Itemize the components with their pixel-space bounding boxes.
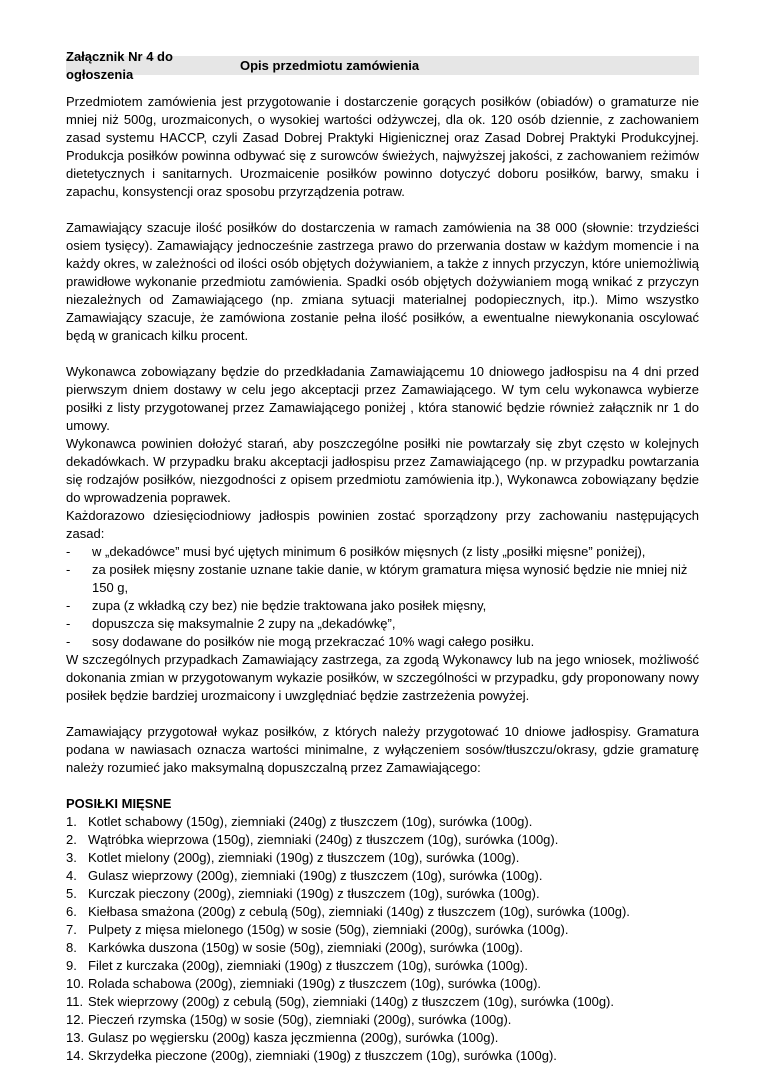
list-number: 6. (66, 904, 77, 919)
paragraph-meal-list-intro: Zamawiający przygotował wykaz posiłków, z których należy przygotować 10 dniowe jadłospisy. Gramatura podana w nawiasach oznacza wartości minimalne, z wyłączeniem sosów/tłuszczu/okrasy, gdzie gramaturę należy rozumieć jako maksymalną dopuszczalną przez Zamawiającego: (66, 724, 699, 775)
meal-text: Skrzydełka pieczone (200g), ziemniaki (190g) z tłuszczem (10g), surówka (100g). (88, 1048, 557, 1063)
list-number: 7. (66, 922, 77, 937)
meal-text: Kiełbasa smażona (200g) z cebulą (50g), ziemniaki (140g) z tłuszczem (10g), surówka (100g). (88, 904, 630, 919)
list-number: 12. (66, 1012, 85, 1027)
spacer (66, 201, 699, 219)
attachment-label: Załącznik Nr 4 do ogłoszenia (66, 48, 173, 82)
paragraph-quantity: Zamawiający szacuje ilość posiłków do dostarczenia w ramach zamówienia na 38 000 (słownie: trzydzieści osiem tysięcy). Zamawiający jednocześnie zastrzega prawo do przerwania dostaw w każdym momencie i na każdy okres, w zależności od ilości osób objętych dożywianiem, a także z innych przyczyn, które uniemożliwią prawidłowe wykonanie przedmiotu zamówienia. Spadki osób objętych dożywianiem mogą wnikać z przyczyn niezależnych od Zamawiającego (np. zmiana sytuacji materialnej podopiecznych, itp.). Mimo wszystko Zamawiający szacuje, że zamówiona zostanie pełna ilość posiłków, a ewentualne niewykonania oscylować będą w granicach kilku procent. (66, 220, 699, 343)
list-number: 10. (66, 976, 85, 991)
meal-text: Pieczeń rzymska (150g) w sosie (50g), ziemniaki (200g), surówka (100g). (88, 1012, 512, 1027)
dash-marker: - (66, 634, 71, 649)
list-item (66, 885, 699, 903)
dash-marker: - (66, 616, 71, 631)
rule-text: sosy dodawane do posiłków nie mogą przekraczać 10% wagi całego posiłku. (92, 634, 535, 649)
meal-text: Kotlet mielony (200g), ziemniaki (190g) z tłuszczem (10g), surówka (100g). (88, 850, 520, 865)
document-page (66, 48, 699, 1065)
meal-text: Gulasz wieprzowy (200g), ziemniaki (190g) z tłuszczem (10g), surówka (100g). (88, 868, 543, 883)
rule-item (66, 633, 699, 651)
dash-marker: - (66, 598, 71, 613)
list-item (66, 1029, 699, 1047)
rule-item (66, 615, 699, 633)
list-number: 11. (66, 994, 84, 1009)
list-item (66, 921, 699, 939)
meal-text: Rolada schabowa (200g), ziemniaki (190g) z tłuszczem (10g), surówka (100g). (88, 976, 542, 991)
rule-item (66, 543, 699, 561)
meal-text: Filet z kurczaka (200g), ziemniaki (190g) z tłuszczem (10g), surówka (100g). (88, 958, 528, 973)
paragraph-changes: W szczególnych przypadkach Zamawiający zastrzega, za zgodą Wykonawcy lub na jego wniosek, możliwość dokonania zmian w przygotowanym wykazie posiłków, w szczególności w przypadku, gdy proponowany nowy posiłek będzie bardziej urozmaicony i uwzględniać będzie zastrzeżenia powyżej. (66, 652, 699, 703)
list-item (66, 831, 699, 849)
rule-item (66, 597, 699, 615)
paragraph-menu-submission: Wykonawca zobowiązany będzie do przedkładania Zamawiającemu 10 dniowego jadłospisu na 4 dni przed pierwszym dniem dostawy w celu jego akceptacji przez Zamawiającego. W tym celu wykonawca wybierze posiłki z listy przygotowanej przez Zamawiającego poniżej , która stanowić będzie również załącznik nr 1 do umowy. (66, 364, 699, 433)
meal-text: Gulasz po węgiersku (200g) kasza jęczmienna (200g), surówka (100g). (88, 1030, 499, 1045)
paragraph-rules-intro: Każdorazowo dziesięciodniowy jadłospis powinien zostać sporządzony przy zachowaniu następujących zasad: (66, 508, 699, 541)
section-title-meat-meals: POSIŁKI MIĘSNE (66, 796, 172, 811)
rule-text: dopuszcza się maksymalnie 2 zupy na „dekadówkę”, (92, 616, 396, 631)
list-item (66, 993, 699, 1011)
list-number: 9. (66, 958, 77, 973)
list-number: 5. (66, 886, 77, 901)
meal-text: Kotlet schabowy (150g), ziemniaki (240g) z tłuszczem (10g), surówka (100g). (88, 814, 533, 829)
rule-item (66, 561, 699, 597)
list-item (66, 939, 699, 957)
list-item (66, 867, 699, 885)
list-number: 4. (66, 868, 77, 883)
dash-marker: - (66, 562, 71, 577)
spacer (66, 777, 699, 795)
meal-text: Stek wieprzowy (200g) z cebulą (50g), ziemniaki (140g) z tłuszczem (10g), surówka (100g). (88, 994, 614, 1009)
spacer (66, 705, 699, 723)
list-number: 3. (66, 850, 77, 865)
header-bar (66, 48, 699, 82)
list-item (66, 1047, 699, 1065)
list-item (66, 813, 699, 831)
paragraph-intro: Przedmiotem zamówienia jest przygotowanie i dostarczenie gorących posiłków (obiadów) o gramaturze nie mniej niż 500g, urozmaiconych, o wysokiej wartości odżywczej, dla ok. 120 osób dziennie, z zachowaniem zasad systemu HACCP, czyli Zasad Dobrej Praktyki Higienicznej oraz Zasad Dobrej Praktyki Produkcyjnej. Produkcja posiłków powinna odbywać się z surowców świeżych, najwyższej jakości, z zachowaniem reżimów dietetycznych i sanitarnych. Urozmaicenie posiłków powinno dotyczyć doboru posiłków, barwy, smaku i zapachu, konsystencji oraz sposobu przyrządzenia potraw. (66, 94, 699, 199)
list-number: 8. (66, 940, 77, 955)
list-item (66, 975, 699, 993)
list-number: 1. (66, 814, 77, 829)
dash-marker: - (66, 544, 71, 559)
list-number: 13. (66, 1030, 85, 1045)
paragraph-menu-variety: Wykonawca powinien dołożyć starań, aby poszczególne posiłki nie powtarzały się zbyt często w kolejnych dekadówkach. W przypadku braku akceptacji jadłospisu przez Zamawiającego (np. w przypadku powtarzania się rodzajów posiłków, niezgodności z opisem przedmiotu zamówienia itp.), Wykonawca zobowiązany będzie do wprowadzenia poprawek. (66, 436, 699, 505)
rule-text: w „dekadówce” musi być ujętych minimum 6 posiłków mięsnych (z listy „posiłki mięsne” poniżej), (92, 544, 646, 559)
spacer (66, 345, 699, 363)
list-item (66, 903, 699, 921)
rule-text: za posiłek mięsny zostanie uznane takie danie, w którym gramatura mięsa wynosić będzie nie mniej niż 150 g, (92, 562, 688, 595)
meal-text: Karkówka duszona (150g) w sosie (50g), ziemniaki (200g), surówka (100g). (88, 940, 523, 955)
meal-text: Pulpety z mięsa mielonego (150g) w sosie (50g), ziemniaki (200g), surówka (100g). (88, 922, 569, 937)
list-item (66, 957, 699, 975)
list-item (66, 849, 699, 867)
document-title: Opis przedmiotu zamówienia (240, 57, 420, 73)
list-item (66, 1011, 699, 1029)
rule-text: zupa (z wkładką czy bez) nie będzie traktowana jako posiłek mięsny, (92, 598, 487, 613)
meal-text: Wątróbka wieprzowa (150g), ziemniaki (240g) z tłuszczem (10g), surówka (100g). (88, 832, 559, 847)
list-number: 14. (66, 1048, 85, 1063)
list-number: 2. (66, 832, 77, 847)
meal-text: Kurczak pieczony (200g), ziemniaki (190g) z tłuszczem (10g), surówka (100g). (88, 886, 540, 901)
